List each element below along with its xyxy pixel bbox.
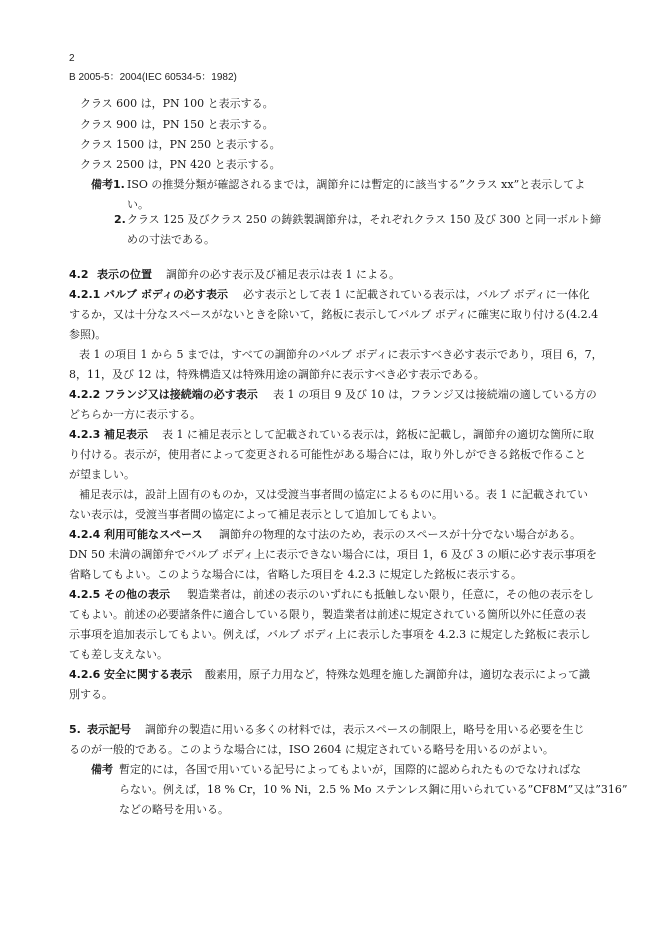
section-4-2-2-line-1: 表 1 の項目 9 及び 10 は，フランジ又は接続端の適している方の bbox=[273, 388, 597, 401]
section-4-2-3-line-2: り付ける。表示が，使用者によって変更される可能性がある場合には，取り外しができる銘板で作ること bbox=[69, 448, 586, 461]
class-600-line: クラス 600 は，PN 100 と表示する。 bbox=[80, 97, 274, 110]
section-4-2-5-title: その他の表示 bbox=[104, 588, 170, 601]
page-number: 2 bbox=[69, 53, 75, 64]
class-900-line: クラス 900 は，PN 150 と表示する。 bbox=[80, 118, 274, 131]
remark-2-label: 2. bbox=[114, 213, 126, 226]
section-4-2-2-line-2: どちらか一方に表示する。 bbox=[69, 408, 201, 421]
section-5-note-label: 備考 bbox=[91, 763, 113, 776]
section-5-note-line-3: などの略号を用いる。 bbox=[119, 803, 229, 816]
section-5-title: 表示記号 bbox=[87, 723, 131, 736]
section-4-2-3-title: 補足表示 bbox=[104, 428, 148, 441]
remark-1-line-2: い。 bbox=[127, 198, 149, 211]
section-4-2-2-number: 4.2.2 bbox=[69, 388, 101, 401]
section-4-2-1-line-2: するか，又は十分なスペースがないときを除いて，銘板に表示してバルブ ボディに確実に取り付ける(4.2.4 bbox=[69, 308, 599, 321]
section-4-2-5-line-1: 製造業者は，前述の表示のいずれにも抵触しない限り，任意に，その他の表示をし bbox=[187, 588, 594, 601]
class-1500-line: クラス 1500 は，PN 250 と表示する。 bbox=[80, 138, 281, 151]
section-4-2-4-number: 4.2.4 bbox=[69, 528, 101, 541]
section-4-2-6-title: 安全に関する表示 bbox=[104, 668, 192, 681]
section-4-2-4-line-3: 省略してもよい。このような場合には，省略した項目を 4.2.3 に規定した銘板に表示する。 bbox=[69, 568, 522, 581]
section-4-2-4-line-1: 調節弁の物理的な寸法のため，表示のスペースが十分でない場合がある。 bbox=[219, 528, 582, 541]
section-4-2-1-title: バルブ ボディの必す表示 bbox=[104, 288, 228, 301]
section-4-2-1-para-2-line-2: 8，11，及び 12 は，特殊構造又は特殊用途の調節弁に表示すべき必す表示である。 bbox=[69, 368, 485, 381]
section-5-note-line-2: らない。例えば，18 % Cr，10 % Ni，2.5 % Mo ステンレス鋼に用いられている”CF8M”又は”316” bbox=[119, 783, 628, 796]
section-4-2-6-number: 4.2.6 bbox=[69, 668, 101, 681]
section-4-2-3-line-1: 表 1 に補足表示として記載されている表示は，銘板に記載し，調節弁の適切な箇所に取 bbox=[162, 428, 594, 441]
section-4-2-5-line-2: てもよい。前述の必要諸条件に適合している限り，製造業者は前述に規定されている箇所以外に任意の表 bbox=[69, 608, 586, 621]
section-4-2-5-line-4: ても差し支えない。 bbox=[69, 648, 168, 661]
section-4-2-4-line-2: DN 50 未満の調節弁でバルブ ボディ上に表示できない場合には，項目 1，6 及び 3 の順に必す表示事項を bbox=[69, 548, 598, 561]
section-4-2-number: 4.2 bbox=[69, 268, 89, 281]
section-4-2-3-line-3: が望ましい。 bbox=[69, 468, 135, 481]
section-4-2-6-line-1: 酸素用，原子力用など，特殊な処理を施した調節弁は，適切な表示によって識 bbox=[205, 668, 590, 681]
remark-label: 備考1. bbox=[91, 178, 125, 191]
remark-2-line-2: めの寸法である。 bbox=[127, 233, 215, 246]
section-5-number: 5. bbox=[69, 723, 81, 736]
section-4-2-2-title: フランジ又は接続端の必す表示 bbox=[104, 388, 258, 401]
section-5-line-2: るのが一般的である。このような場合には，ISO 2604 に規定されている略号を用いるのがよい。 bbox=[69, 743, 554, 756]
class-2500-line: クラス 2500 は，PN 420 と表示する。 bbox=[80, 158, 281, 171]
standard-number: B 2005-5：2004(IEC 60534-5：1982) bbox=[69, 72, 237, 83]
section-4-2-3-para-2-line-1: 補足表示は，設計上固有のものか，又は受渡当事者間の協定によるものに用いる。表 1 に記載されてい bbox=[79, 488, 588, 501]
section-4-2-4-title: 利用可能なスペース bbox=[104, 528, 203, 541]
remark-1-line-1: ISO の推奨分類が確認されるまでは，調節弁には暫定的に該当する”クラス xx”と表示してよ bbox=[127, 178, 586, 191]
section-4-2-5-number: 4.2.5 bbox=[69, 588, 101, 601]
section-5-note-line-1: 暫定的には，各国で用いている記号によってもよいが，国際的に認められたものでなければな bbox=[119, 763, 581, 776]
section-4-2-1-line-3: 参照)。 bbox=[69, 328, 107, 341]
section-4-2-1-para-2-line-1: 表 1 の項目 1 から 5 までは，すべての調節弁のバルブ ボディに表示すべき必す表示であり，項目 6，7， bbox=[79, 348, 603, 361]
section-4-2-title: 表示の位置 bbox=[97, 268, 152, 281]
section-4-2-1-number: 4.2.1 bbox=[69, 288, 101, 301]
remark-2-line-1: クラス 125 及びクラス 250 の鋳鉄製調節弁は，それぞれクラス 150 及び 300 と同一ボルト締 bbox=[127, 213, 601, 226]
section-4-2-3-para-2-line-2: ない表示は，受渡当事者間の協定によって補足表示として追加してもよい。 bbox=[69, 508, 443, 521]
section-4-2-text: 調節弁の必す表示及び補足表示は表 1 による。 bbox=[166, 268, 400, 281]
section-5-line-1: 調節弁の製造に用いる多くの材料では，表示スペースの制限上，略号を用いる必要を生じ bbox=[145, 723, 585, 736]
section-4-2-1-line-1: 必す表示として表 1 に記載されている表示は，バルブ ボディに一体化 bbox=[243, 288, 590, 301]
section-4-2-5-line-3: 示事項を追加表示してもよい。例えば，バルブ ボディ上に表示した事項を 4.2.3 に規定した銘板に表示し bbox=[69, 628, 591, 641]
section-4-2-6-line-2: 別する。 bbox=[69, 688, 113, 701]
section-4-2-3-number: 4.2.3 bbox=[69, 428, 101, 441]
